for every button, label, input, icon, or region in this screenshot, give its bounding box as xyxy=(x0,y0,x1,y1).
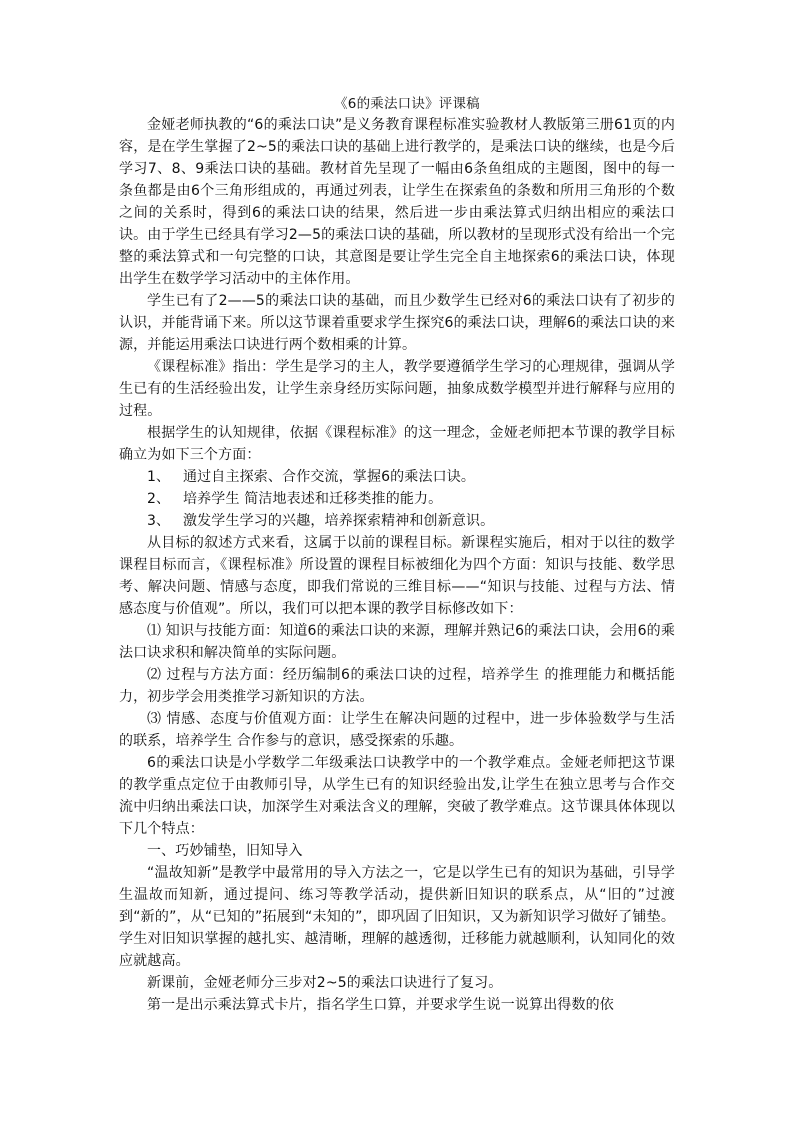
document-title: 《6的乘法口诀》评课稿 xyxy=(334,96,480,112)
paragraph-goal-analysis: 从目标的叙述方式来看，这属于以前的课程目标。新课程实施后，相对于以往的数学课程目标而言，《课程标准》所设置的课程目标被细化为四个方面：知识与技能、数学思考、解决问题、情感与态度，即我们常说的三维目标——“知识与技能、过程与方法、情感态度与价值观”。所以，我们可以把本课的教学目标修改如下： xyxy=(119,535,675,617)
paragraph-prior-knowledge: 学生已有了2——5的乘法口诀的基础，而且少数学生已经对6的乘法口诀有了初步的认识，并能背诵下来。所以这节课着重要求学生探究6的乘法口诀，理解6的乘法口诀的来源，并能运用乘法口诀进行两个数相乘的计算。 xyxy=(119,293,675,353)
revised-goal-item: ⑶ 情感、态度与价值观方面：让学生在解决问题的过程中，进一步体验数学与生活的联系，培养学生 合作参与的意识，感受探索的乐趣。 xyxy=(119,711,675,749)
paragraph-curriculum-standard: 《课程标准》指出：学生是学习的主人，教学要遵循学生学习的心理规律，强调从学生已有的生活经验出发，让学生亲身经历实际问题，抽象成数学模型并进行解释与应用的过程。 xyxy=(119,359,675,419)
goal-item: 1、 通过自主探索、合作交流，掌握6的乘法口诀。 xyxy=(147,469,476,485)
goals-list xyxy=(119,466,675,532)
revised-goal-item: ⑵ 过程与方法方面：经历编制6的乘法口诀的过程，培养学生 的推理能力和概括能力，初步学会用类推学习新知识的方法。 xyxy=(119,667,675,705)
section-heading: 一、巧妙铺垫，旧知导入 xyxy=(147,843,303,859)
document-page xyxy=(119,94,675,1016)
revised-goals-list xyxy=(119,620,675,752)
goal-item: 2、 培养学生 简洁地表述和迁移类推的能力。 xyxy=(147,491,443,507)
goal-item: 3、 激发学生学习的兴趣，培养探索精神和创新意识。 xyxy=(147,513,495,529)
paragraph-review-steps: 新课前，金娅老师分三步对2~5的乘法口诀进行了复习。 xyxy=(147,975,503,991)
paragraph-step-one: 第一是出示乘法算式卡片，指名学生口算，并要求学生说一说算出得数的依 xyxy=(147,997,614,1013)
paragraph-intro: 金娅老师执教的“6的乘法口诀”是义务教育课程标准实验教材人教版第三册61页的内容，是在学生掌握了2~5的乘法口诀的基础上进行教学的，是乘法口诀的继续，也是今后学习7、8、9乘法口诀的基础。教材首先呈现了一幅由6条鱼组成的主题图，图中的每一条鱼都是由6个三角形组成的，再通过列表，让学生在探索鱼的条数和所用三角形的个数之间的关系时，得到6的乘法口诀的结果，然后进一步由乘法算式归纳出相应的乘法口诀。由于学生已经具有学习2—5的乘法口诀的基础，所以教材的呈现形式没有给出一个完整的乘法算式和一句完整的口诀，其意图是要让学生完全自主地探索6的乘法口诀，体现出学生在数学学习活动中的主体作用。 xyxy=(119,117,675,287)
paragraph-review-method: “温故知新”是教学中最常用的导入方法之一，它是以学生已有的知识为基础，引导学生温故而知新，通过提问、练习等教学活动，提供新旧知识的联系点，从“旧的”过渡到“新的”，从“已知的”拓展到“未知的”，即巩固了旧知识，又为新知识学习做好了铺垫。学生对旧知识掌握的越扎实、越清晰，理解的越透彻，迁移能力就越顺利，认知同化的效应就越高。 xyxy=(119,865,675,969)
revised-goal-item: ⑴ 知识与技能方面：知道6的乘法口诀的来源，理解并熟记6的乘法口诀，会用6的乘法口诀求积和解决简单的实际问题。 xyxy=(119,623,675,661)
paragraph-difficulty: 6的乘法口诀是小学数学二年级乘法口诀教学中的一个教学难点。金娅老师把这节课的教学重点定位于由教师引导，从学生已有的知识经验出发,让学生在独立思考与合作交流中归纳出乘法口诀，加深学生对乘法含义的理解，突破了教学难点。这节课具体体现以下几个特点： xyxy=(119,755,675,837)
paragraph-goals-intro: 根据学生的认知规律，依据《课程标准》的这一理念，金娅老师把本节课的教学目标确立为如下三个方面： xyxy=(119,425,675,463)
